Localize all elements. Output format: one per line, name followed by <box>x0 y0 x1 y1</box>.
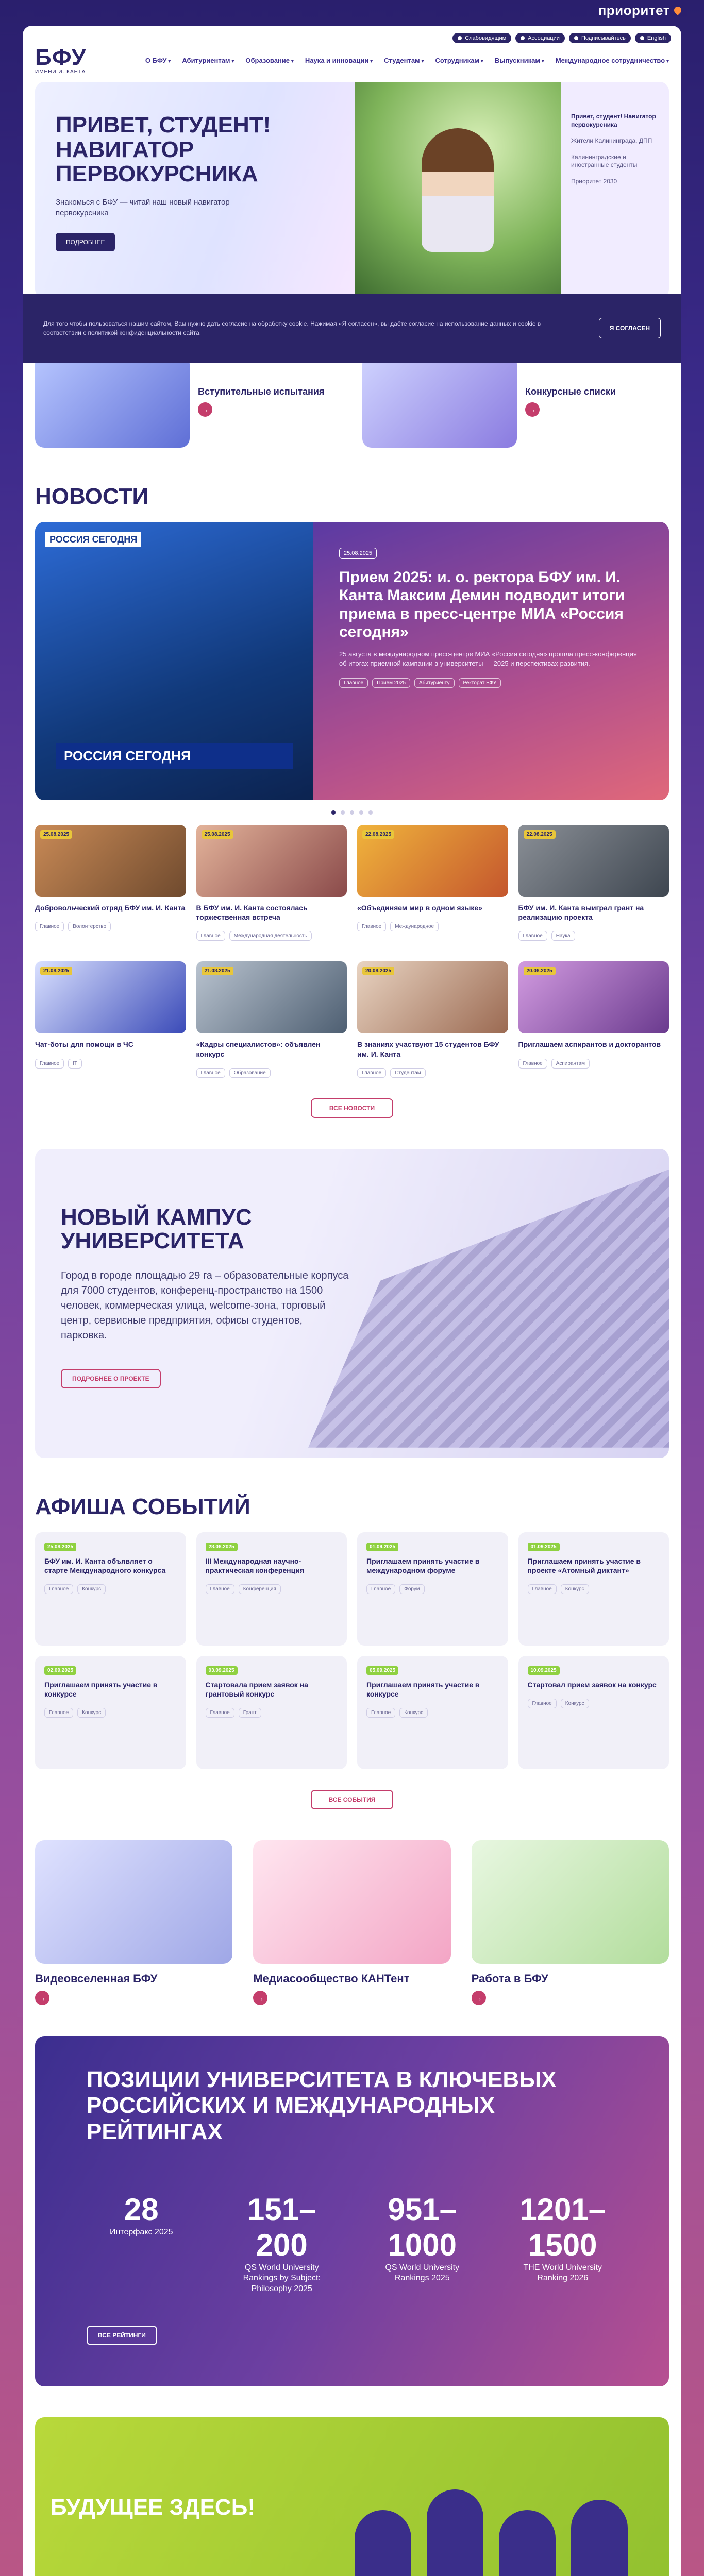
tag[interactable]: Абитуриенту <box>414 678 455 688</box>
tag[interactable]: Конкурс <box>399 1708 428 1718</box>
event-title: Приглашаем принять участие в конкурсе <box>44 1680 158 1698</box>
ranking-value: 151–200 <box>247 2192 316 2262</box>
event-card[interactable] <box>357 1532 508 1646</box>
event-date: 02.09.2025 <box>44 1666 76 1675</box>
shortcut-image <box>362 355 517 448</box>
news-card-title: «Кадры специалистов»: объявлен конкурс <box>196 1040 321 1058</box>
news-tags <box>196 1068 347 1078</box>
event-tags <box>528 1584 660 1594</box>
news-card-title: Чат-боты для помощи в ЧС <box>35 1040 133 1049</box>
hero-title: ПРИВЕТ, СТУДЕНТ! НАВИГАТОР ПЕРВОКУРСНИКА <box>56 112 271 187</box>
campus-text <box>61 1206 349 1388</box>
tag[interactable]: Наука <box>551 931 575 941</box>
tag[interactable]: Волонтерство <box>68 922 111 931</box>
bell-icon <box>574 36 578 40</box>
hero-text-body: Знакомься с БФУ — читай наш новый навигатор первокурсника <box>56 197 230 217</box>
util-chip[interactable]: Слабовидящим <box>452 33 511 43</box>
tag[interactable]: Главное <box>206 1708 234 1718</box>
tag[interactable]: Прием 2025 <box>372 678 410 688</box>
carousel-dot[interactable] <box>350 810 354 815</box>
graduate-figure <box>499 2510 556 2576</box>
tag[interactable]: Главное <box>518 1059 547 1069</box>
news-card-title: В знаниях участвуют 15 студентов БФУ им. И. Канта <box>357 1040 499 1058</box>
utility-bar <box>23 26 681 43</box>
event-title: Приглашаем принять участие в международном форуме <box>366 1556 480 1574</box>
news-card[interactable] <box>35 961 186 1077</box>
tag[interactable]: Главное <box>366 1708 395 1718</box>
event-date: 25.08.2025 <box>44 1543 76 1551</box>
news-thumb <box>196 961 347 1033</box>
event-title: Приглашаем принять участие в проекте «Атомный диктант» <box>527 1556 641 1574</box>
tag[interactable]: Конкурс <box>77 1584 106 1594</box>
event-title: Стартовала прием заявок на грантовый конкурс <box>205 1680 308 1698</box>
main-nav <box>145 57 669 64</box>
news-thumb <box>357 825 508 897</box>
graduate-figure <box>571 2500 628 2576</box>
tag[interactable]: Главное <box>44 1584 73 1594</box>
ranking-item <box>367 2192 477 2295</box>
news-thumb <box>357 961 508 1033</box>
shortcut-title: Вступительные испытания <box>198 386 325 397</box>
event-date: 03.09.2025 <box>206 1666 238 1675</box>
news-date: 22.08.2025 <box>362 830 394 839</box>
media-card[interactable] <box>253 1840 450 2005</box>
cookie-accept-button[interactable]: Я СОГЛАСЕН <box>599 318 661 338</box>
news-date: 20.08.2025 <box>524 967 556 975</box>
nav-item[interactable]: Образование ▾ <box>245 57 294 64</box>
campus-description: Город в городе площадью 29 га – образовательные корпуса для 7000 студентов, конференц-пространство на 1500 человек, коммерческая улица, welcome-зона, торговый центр, сервисные предприятия, офисы студентов, парковка. <box>61 1270 349 1342</box>
hero-slide-link[interactable]: Калининградские и иностранные студенты <box>571 153 638 169</box>
shortcut-card[interactable] <box>362 355 669 448</box>
media-title: Медиасообщество КАНТент <box>253 1972 410 1985</box>
news-date: 21.08.2025 <box>202 967 233 975</box>
tag[interactable]: Главное <box>366 1584 395 1594</box>
tag[interactable]: Главное <box>528 1699 557 1708</box>
logo[interactable] <box>35 46 87 75</box>
media-card[interactable] <box>35 1840 232 2005</box>
page-sheet <box>23 26 681 2576</box>
news-thumb <box>518 825 669 897</box>
tag[interactable]: Форум <box>399 1584 424 1594</box>
top-bar <box>0 0 704 21</box>
news-grid <box>35 825 669 1078</box>
news-thumb <box>196 825 347 897</box>
ranking-value: 951–1000 <box>388 2192 457 2262</box>
hero-image <box>355 82 561 298</box>
media-image <box>35 1840 232 1964</box>
carousel-dot[interactable] <box>341 810 345 815</box>
logo-brand: БФУ <box>35 45 87 70</box>
ranking-label: QS World University Rankings by Subject: Philosophy 2025 <box>243 2263 321 2294</box>
news-tags <box>357 922 508 931</box>
event-date: 01.09.2025 <box>528 1543 560 1551</box>
tag[interactable]: Ректорат БФУ <box>459 678 501 688</box>
student-figure <box>422 128 494 252</box>
media-image <box>253 1840 450 1964</box>
event-tags <box>366 1584 499 1594</box>
hero-text <box>35 82 355 298</box>
nav-item[interactable]: Студентам ▾ <box>384 57 424 64</box>
rankings-banner <box>35 2036 669 2386</box>
news-date: 21.08.2025 <box>40 967 72 975</box>
hero-banner <box>35 82 669 298</box>
event-date: 01.09.2025 <box>366 1543 398 1551</box>
media-links <box>35 1840 669 2005</box>
ranking-value: 1201–1500 <box>519 2192 606 2262</box>
event-date: 10.09.2025 <box>528 1666 560 1675</box>
media-image <box>472 1840 669 1964</box>
arrow-right-icon[interactable]: → <box>472 1991 486 2005</box>
tag[interactable]: Конкурс <box>561 1584 589 1594</box>
hero-slide-link[interactable]: Приоритет 2030 <box>571 177 617 185</box>
shortcut-card[interactable] <box>35 355 342 448</box>
press-banner: РОССИЯ СЕГОДНЯ <box>56 743 293 769</box>
event-title: Стартовал прием заявок на конкурс <box>527 1680 657 1689</box>
news-date: 25.08.2025 <box>40 830 72 839</box>
news-tags <box>35 1059 186 1069</box>
carousel-dot[interactable] <box>368 810 373 815</box>
hero-slide-link[interactable]: Привет, студент! Навигатор первокурсника <box>571 113 656 128</box>
tag[interactable]: Главное <box>518 931 547 941</box>
campus-more-button[interactable]: ПОДРОБНЕЕ О ПРОЕКТЕ <box>61 1369 161 1388</box>
news-date: 22.08.2025 <box>524 830 556 839</box>
news-tags <box>35 922 186 931</box>
event-tags <box>206 1584 338 1594</box>
priority-label: приоритет <box>598 2 670 18</box>
event-tags <box>528 1699 660 1708</box>
news-date: 20.08.2025 <box>362 967 394 975</box>
tag[interactable]: Конференция <box>239 1584 281 1594</box>
event-card[interactable] <box>518 1656 669 1769</box>
tag[interactable]: IT <box>68 1059 82 1069</box>
featured-news-text <box>313 522 669 800</box>
event-title: Приглашаем принять участие в конкурсе <box>366 1680 480 1698</box>
tag[interactable]: Главное <box>357 1068 386 1078</box>
event-tags <box>366 1708 499 1718</box>
tag[interactable]: Главное <box>339 678 368 688</box>
news-tags <box>518 931 669 941</box>
news-card[interactable] <box>518 961 669 1077</box>
tag[interactable]: Главное <box>357 922 386 931</box>
campus-render <box>308 1170 669 1448</box>
news-tags <box>518 1059 669 1069</box>
graduates-illustration <box>344 2448 643 2576</box>
globe-icon <box>640 36 644 40</box>
event-tags <box>44 1708 177 1718</box>
campus-title: НОВЫЙ КАМПУС УНИВЕРСИТЕТА <box>61 1204 252 1253</box>
news-thumb <box>518 961 669 1033</box>
nav-item[interactable]: Международное сотрудничество ▾ <box>556 57 669 64</box>
rankings-title: ПОЗИЦИИ УНИВЕРСИТЕТА В КЛЮЧЕВЫХ РОССИЙСКИХ И МЕЖДУНАРОДНЫХ РЕЙТИНГАХ <box>87 2066 557 2144</box>
carousel-dots <box>23 810 681 815</box>
event-card[interactable] <box>357 1656 508 1769</box>
news-card[interactable] <box>357 825 508 941</box>
news-card[interactable] <box>196 825 347 941</box>
news-card[interactable] <box>35 825 186 941</box>
featured-news-summary: 25 августа в международном пресс-центре МИА «Россия сегодня» прошла пресс-конференция об итогах приемной кампании в университеты — 2025 и перспективах развития. <box>339 650 637 668</box>
util-chip[interactable]: Подписывайтесь <box>569 33 631 43</box>
news-title: НОВОСТИ <box>35 484 149 509</box>
tag[interactable]: Главное <box>35 1059 64 1069</box>
arrow-right-icon[interactable]: → <box>525 402 540 417</box>
tag[interactable]: Международная деятельность <box>229 931 312 941</box>
media-title: Видеовселенная БФУ <box>35 1972 158 1985</box>
admission-shortcuts <box>35 355 669 448</box>
ranking-label: THE World University Ranking 2026 <box>523 2263 602 2283</box>
hero-slides-list <box>561 82 669 298</box>
rankings-row <box>87 2192 617 2295</box>
tag[interactable]: Главное <box>196 1068 225 1078</box>
ranking-label: QS World University Rankings 2025 <box>385 2263 460 2283</box>
news-card-title: В БФУ им. И. Канта состоялась торжественная встреча <box>196 904 308 922</box>
news-thumb <box>35 961 186 1033</box>
hero-slide-link[interactable]: Жители Калининграда, ДПП <box>571 137 652 145</box>
cookie-text: Для того чтобы пользоваться нашим сайтом, Вам нужно дать согласие на обработку cookie. Нажимая «Я согласен», вы даёте согласие на использование данных и cookie в соответствии с политикой конфиденциальности сайта. <box>43 320 541 336</box>
nav-item[interactable]: Сотрудникам ▾ <box>435 57 483 64</box>
util-chip[interactable]: English <box>635 33 671 43</box>
arrow-right-icon[interactable]: → <box>198 402 212 417</box>
tag[interactable]: Главное <box>35 922 64 931</box>
event-title: III Международная научно-практическая конференция <box>205 1556 304 1574</box>
all-rankings-button[interactable]: ВСЕ РЕЙТИНГИ <box>87 2326 157 2345</box>
future-banner <box>35 2417 669 2576</box>
tag[interactable]: Главное <box>196 931 225 941</box>
all-news-button[interactable]: ВСЕ НОВОСТИ <box>311 1098 393 1118</box>
featured-news[interactable] <box>35 522 669 800</box>
event-card[interactable] <box>196 1656 347 1769</box>
shortcut-image <box>35 355 190 448</box>
event-card[interactable] <box>35 1532 186 1646</box>
news-thumb <box>35 825 186 897</box>
nav-item[interactable]: Наука и инновации ▾ <box>305 57 373 64</box>
util-chip[interactable]: Ассоциации <box>515 33 565 43</box>
tag[interactable]: Главное <box>44 1708 73 1718</box>
eye-icon <box>458 36 462 40</box>
tag[interactable]: Главное <box>206 1584 234 1594</box>
ranking-value: 28 <box>124 2192 159 2227</box>
event-card[interactable] <box>35 1656 186 1769</box>
priority-logo[interactable] <box>598 3 681 19</box>
event-tags <box>44 1584 177 1594</box>
event-card[interactable] <box>196 1532 347 1646</box>
news-tags <box>196 931 347 941</box>
events-grid <box>35 1532 669 1769</box>
featured-news-image <box>35 522 313 800</box>
future-title: БУДУЩЕЕ ЗДЕСЬ! <box>51 2494 255 2520</box>
news-card[interactable] <box>518 825 669 941</box>
tag[interactable]: Образование <box>229 1068 271 1078</box>
tag[interactable]: Конкурс <box>77 1708 106 1718</box>
news-card-title: Добровольческий отряд БФУ им. И. Канта <box>35 904 186 912</box>
campus-banner <box>35 1149 669 1458</box>
nav-item[interactable]: Выпускникам ▾ <box>495 57 544 64</box>
news-card[interactable] <box>196 961 347 1077</box>
ranking-item <box>87 2192 196 2295</box>
tag[interactable]: Главное <box>528 1584 557 1594</box>
event-date: 05.09.2025 <box>366 1666 398 1675</box>
carousel-dot[interactable] <box>331 810 336 815</box>
shortcut-title: Конкурсные списки <box>525 386 616 397</box>
arrow-right-icon[interactable]: → <box>35 1991 49 2005</box>
fire-icon <box>673 5 683 15</box>
news-tags <box>357 1068 508 1078</box>
header <box>23 43 681 82</box>
graduate-figure <box>355 2510 411 2576</box>
users-icon <box>521 36 525 40</box>
news-card[interactable] <box>357 961 508 1077</box>
news-card-title: «Объединяем мир в одном языке» <box>357 904 482 912</box>
event-tags <box>206 1708 338 1718</box>
tag[interactable]: Студентам <box>390 1068 425 1078</box>
hero-more-button[interactable]: ПОДРОБНЕЕ <box>56 233 115 251</box>
cookie-banner <box>23 294 681 363</box>
tag[interactable]: Международное <box>390 922 439 931</box>
press-label: РОССИЯ СЕГОДНЯ <box>45 532 141 547</box>
media-card[interactable] <box>472 1840 669 2005</box>
graduate-figure <box>427 2489 483 2576</box>
tag[interactable]: Аспирантам <box>551 1059 590 1069</box>
nav-item[interactable]: О БФУ ▾ <box>145 57 171 64</box>
featured-news-tags <box>339 678 643 688</box>
featured-news-title[interactable]: Прием 2025: и. о. ректора БФУ им. И. Канта Максим Демин подводит итоги приема в пресс-центре МИА «Россия сегодня» <box>339 569 625 641</box>
event-date: 28.08.2025 <box>206 1543 238 1551</box>
nav-item[interactable]: Абитуриентам ▾ <box>182 57 234 64</box>
arrow-right-icon[interactable]: → <box>253 1991 267 2005</box>
afisha-title: АФИША СОБЫТИЙ <box>35 1494 250 1519</box>
logo-tagline: ИМЕНИ И. КАНТА <box>35 69 86 75</box>
carousel-dot[interactable] <box>359 810 363 815</box>
ranking-item <box>508 2192 618 2295</box>
ranking-item <box>227 2192 337 2295</box>
all-events-button[interactable]: ВСЕ СОБЫТИЯ <box>311 1790 393 1809</box>
event-card[interactable] <box>518 1532 669 1646</box>
media-title: Работа в БФУ <box>471 1972 548 1985</box>
event-title: БФУ им. И. Канта объявляет о старте Международного конкурса <box>44 1556 166 1574</box>
tag[interactable]: Конкурс <box>561 1699 589 1708</box>
news-card-title: БФУ им. И. Канта выиграл грант на реализацию проекта <box>518 904 644 922</box>
featured-news-date: 25.08.2025 <box>339 548 377 559</box>
news-card-title: Приглашаем аспирантов и докторантов <box>518 1040 661 1049</box>
ranking-label: Интерфакс 2025 <box>109 2227 173 2236</box>
tag[interactable]: Грант <box>239 1708 261 1718</box>
news-date: 25.08.2025 <box>202 830 233 839</box>
